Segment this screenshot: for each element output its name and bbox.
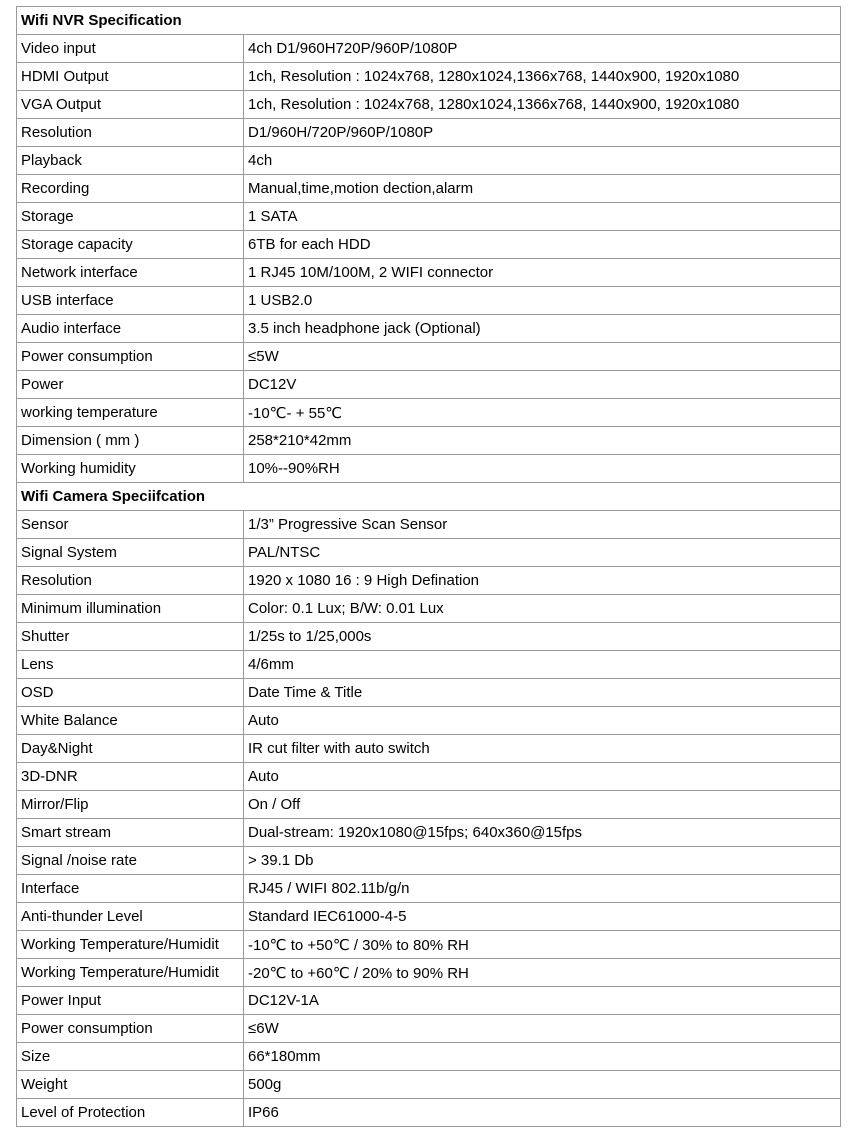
spec-table-body xyxy=(17,7,841,1127)
spec-row xyxy=(17,903,841,931)
spec-label: Power consumption xyxy=(17,1015,244,1043)
spec-row xyxy=(17,763,841,791)
spec-row xyxy=(17,119,841,147)
spec-row xyxy=(17,315,841,343)
spec-value: On / Off xyxy=(244,791,841,819)
spec-row xyxy=(17,1099,841,1127)
spec-label: VGA Output xyxy=(17,91,244,119)
spec-label: Lens xyxy=(17,651,244,679)
spec-value: DC12V xyxy=(244,371,841,399)
section-title-camera: Wifi Camera Speciifcation xyxy=(17,483,841,511)
spec-row xyxy=(17,287,841,315)
spec-label: Power consumption xyxy=(17,343,244,371)
spec-row xyxy=(17,231,841,259)
spec-row xyxy=(17,847,841,875)
section-header-camera xyxy=(17,483,841,511)
spec-row xyxy=(17,707,841,735)
spec-value: Manual,time,motion dection,alarm xyxy=(244,175,841,203)
spec-row xyxy=(17,623,841,651)
spec-value: Auto xyxy=(244,763,841,791)
spec-value: 4/6mm xyxy=(244,651,841,679)
spec-label: Smart stream xyxy=(17,819,244,847)
spec-value: 4ch D1/960H720P/960P/1080P xyxy=(244,35,841,63)
spec-row xyxy=(17,427,841,455)
spec-label: Mirror/Flip xyxy=(17,791,244,819)
spec-label: Resolution xyxy=(17,119,244,147)
spec-row xyxy=(17,819,841,847)
spec-label: Working humidity xyxy=(17,455,244,483)
spec-value: 1 USB2.0 xyxy=(244,287,841,315)
spec-row xyxy=(17,35,841,63)
spec-row xyxy=(17,595,841,623)
spec-label: Signal /noise rate xyxy=(17,847,244,875)
spec-row xyxy=(17,791,841,819)
spec-value: > 39.1 Db xyxy=(244,847,841,875)
spec-value: 1 SATA xyxy=(244,203,841,231)
spec-row xyxy=(17,175,841,203)
spec-label: Dimension ( mm ) xyxy=(17,427,244,455)
spec-row xyxy=(17,203,841,231)
spec-row xyxy=(17,147,841,175)
spec-label: Working Temperature/Humidit xyxy=(17,931,244,959)
spec-value: -10℃ to +50℃ / 30% to 80% RH xyxy=(244,931,841,959)
spec-value: Dual-stream: 1920x1080@15fps; 640x360@15fps xyxy=(244,819,841,847)
spec-value: 66*180mm xyxy=(244,1043,841,1071)
spec-value: 1ch, Resolution : 1024x768, 1280x1024,1366x768, 1440x900, 1920x1080 xyxy=(244,63,841,91)
spec-row xyxy=(17,63,841,91)
spec-value: IP66 xyxy=(244,1099,841,1127)
spec-value: ≤6W xyxy=(244,1015,841,1043)
spec-value: 10%--90%RH xyxy=(244,455,841,483)
spec-label: Video input xyxy=(17,35,244,63)
spec-row xyxy=(17,1071,841,1099)
spec-label: Storage capacity xyxy=(17,231,244,259)
spec-label: HDMI Output xyxy=(17,63,244,91)
spec-row xyxy=(17,567,841,595)
spec-label: Size xyxy=(17,1043,244,1071)
spec-row xyxy=(17,343,841,371)
spec-value: Color: 0.1 Lux; B/W: 0.01 Lux xyxy=(244,595,841,623)
spec-row xyxy=(17,651,841,679)
spec-label: Playback xyxy=(17,147,244,175)
spec-value: -10℃- + 55℃ xyxy=(244,399,841,427)
spec-label: OSD xyxy=(17,679,244,707)
spec-row xyxy=(17,371,841,399)
spec-value: IR cut filter with auto switch xyxy=(244,735,841,763)
section-title-nvr: Wifi NVR Specification xyxy=(17,7,841,35)
spec-label: Storage xyxy=(17,203,244,231)
spec-row xyxy=(17,931,841,959)
spec-value: D1/960H/720P/960P/1080P xyxy=(244,119,841,147)
spec-row xyxy=(17,399,841,427)
spec-value: 1920 x 1080 16 : 9 High Defination xyxy=(244,567,841,595)
spec-value: 1ch, Resolution : 1024x768, 1280x1024,1366x768, 1440x900, 1920x1080 xyxy=(244,91,841,119)
spec-label: Weight xyxy=(17,1071,244,1099)
spec-value: 1 RJ45 10M/100M, 2 WIFI connector xyxy=(244,259,841,287)
spec-value: PAL/NTSC xyxy=(244,539,841,567)
spec-row xyxy=(17,1043,841,1071)
spec-label: working temperature xyxy=(17,399,244,427)
section-header-nvr xyxy=(17,7,841,35)
spec-value: ≤5W xyxy=(244,343,841,371)
spec-value: Standard IEC61000-4-5 xyxy=(244,903,841,931)
spec-value: 3.5 inch headphone jack (Optional) xyxy=(244,315,841,343)
spec-label: Day&Night xyxy=(17,735,244,763)
spec-label: Minimum illumination xyxy=(17,595,244,623)
spec-row xyxy=(17,511,841,539)
spec-label: Shutter xyxy=(17,623,244,651)
spec-label: USB interface xyxy=(17,287,244,315)
spec-label: Sensor xyxy=(17,511,244,539)
spec-label: Level of Protection xyxy=(17,1099,244,1127)
spec-label: Anti-thunder Level xyxy=(17,903,244,931)
spec-row xyxy=(17,735,841,763)
spec-value: 500g xyxy=(244,1071,841,1099)
spec-row xyxy=(17,679,841,707)
spec-row xyxy=(17,875,841,903)
spec-label: Audio interface xyxy=(17,315,244,343)
spec-label: Power xyxy=(17,371,244,399)
spec-value: DC12V-1A xyxy=(244,987,841,1015)
spec-value: Auto xyxy=(244,707,841,735)
spec-label: Recording xyxy=(17,175,244,203)
spec-label: Power Input xyxy=(17,987,244,1015)
spec-label: Resolution xyxy=(17,567,244,595)
spec-label: 3D-DNR xyxy=(17,763,244,791)
spec-row xyxy=(17,959,841,987)
spec-table xyxy=(16,6,841,1127)
spec-label: Working Temperature/Humidit xyxy=(17,959,244,987)
spec-label: Interface xyxy=(17,875,244,903)
spec-value: 1/3” Progressive Scan Sensor xyxy=(244,511,841,539)
spec-value: 1/25s to 1/25,000s xyxy=(244,623,841,651)
spec-value: RJ45 / WIFI 802.11b/g/n xyxy=(244,875,841,903)
spec-value: Date Time & Title xyxy=(244,679,841,707)
spec-label: Network interface xyxy=(17,259,244,287)
spec-row xyxy=(17,455,841,483)
spec-row xyxy=(17,1015,841,1043)
spec-value: -20℃ to +60℃ / 20% to 90% RH xyxy=(244,959,841,987)
spec-label: Signal System xyxy=(17,539,244,567)
spec-row xyxy=(17,987,841,1015)
spec-label: White Balance xyxy=(17,707,244,735)
spec-row xyxy=(17,539,841,567)
spec-value: 4ch xyxy=(244,147,841,175)
spec-row xyxy=(17,91,841,119)
spec-value: 258*210*42mm xyxy=(244,427,841,455)
spec-value: 6TB for each HDD xyxy=(244,231,841,259)
spec-row xyxy=(17,259,841,287)
